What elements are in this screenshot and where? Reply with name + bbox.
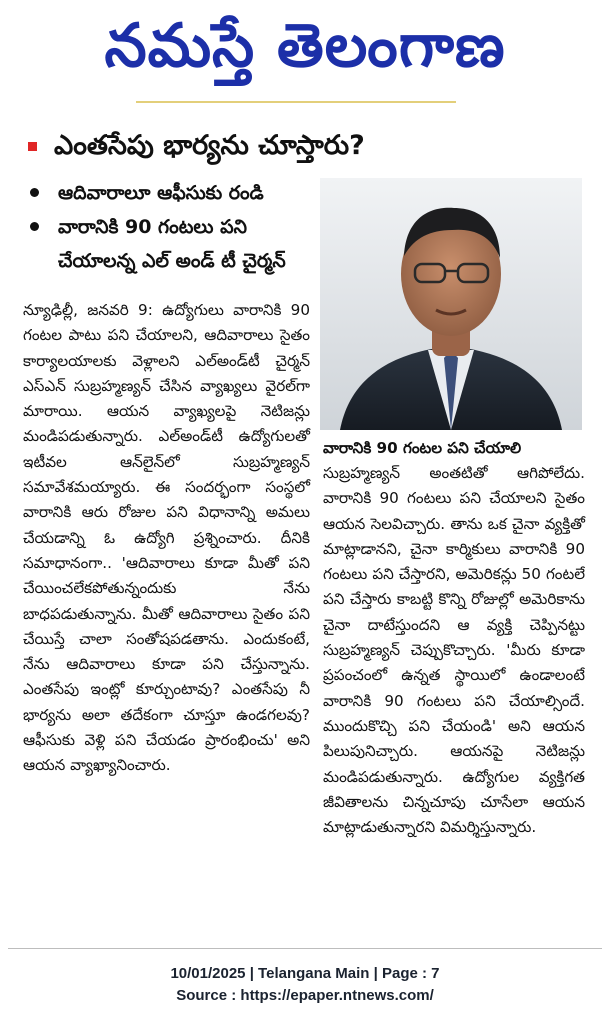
masthead-title: నమస్తే తెలంగాణ	[104, 11, 506, 81]
sub-points-list	[22, 176, 312, 278]
headline-row	[24, 124, 594, 168]
red-square-bullet-icon	[28, 142, 37, 151]
article-right-column: సుబ్రహ్మణ్యన్ అంతటితో ఆగిపోలేదు. వారానికి 90 గంటలు పని చేయాలని సైతం ఆయన సెలవిచ్చారు. తాను ఒక చైనా వ్యక్తితో మాట్లాడానని, చైనా కార్మికులు వారానికి 90 గంటలు పని చేస్తారని, అమెరికన్లు 50 గంటలే పని చేస్తారు కాబట్టి కొన్ని రోజుల్లో అమెరికాను చైనా దాటేస్తుందని ఆ వ్యక్తి చెప్పినట్టు సుబ్రహ్మణ్యన్ చెప్పుకొచ్చారు. 'మీరు కూడా ప్రపంచంలో ఉన్నత స్థాయిలో ఉండాలంటే వారానికి 90 గంటలు పని చేయాల్సిందే. ముందుకొచ్చి పని చేయండి' అని ఆయన పిలుపునిచ్చారు. ఆయనపై నెటిజన్లు మండిపడుతున్నారు. ఉద్యోగుల వ్యక్తిగత జీవితాలను చిన్నచూపు చూసేలా ఆయన మాట్లాడుతున్నారని విమర్శిస్తున్నారు.	[323, 464, 585, 837]
footer-edition-info: 10/01/2025 | Telangana Main | Page : 7	[170, 965, 440, 982]
sub-point	[22, 176, 312, 210]
chairman-portrait-photo	[320, 178, 582, 430]
headline: ఎంతసేపు భార్యను చూస్తారు?	[54, 130, 365, 161]
bullet-dot-icon	[30, 222, 39, 231]
article-left-column: న్యూఢిల్లీ, జనవరి 9: ఉద్యోగులు వారానికి 90 గంటల పాటు పని చేయాలని, ఆదివారాలు సైతం కార్యాలయాలకు వెళ్లాలని ఎల్అండ్‌టీ చైర్మన్ ఎస్ఎన్ సుబ్రహ్మణ్యన్ చేసిన వ్యాఖ్యలు వైరల్‌గా మారాయి. ఆయన వ్యాఖ్యలపై నెటిజన్లు మండిపడుతున్నారు. ఎల్అండ్‌టీ ఉద్యోగులతో ఇటీవల ఆన్‌లైన్‌లో సుబ్రహ్మణ్యన్ సమావేశమయ్యారు. ఈ సందర్భంగా సంస్థలో వారానికి ఆరు రోజుల పని విధానాన్ని అమలు చేయడాన్ని ఓ ఉద్యోగి ప్రశ్నించారు. దీనికి సమాధానంగా.. 'ఆదివారాలు కూడా మీతో పని చేయించలేకపోతున్నందుకు నేను బాధపడుతున్నాను. మీతో ఆదివారాలు సైతం పని చేయిస్తే చాలా సంతోషపడతాను. ఎందుకంటే, నేను ఆదివారాలు కూడా పని చేస్తున్నాను. ఎంతసేపు ఇంట్లో కూర్చుంటావు? ఎంతసేపు నీ భార్యను అలా తదేకంగా చూస్తూ ఉండగలవు? ఆఫీసుకు వెళ్లి పని చేయడం ప్రారంభించు' అని ఆయన వ్యాఖ్యానించారు.	[23, 301, 310, 775]
photo-caption: వారానికి 90 గంటల పని చేయాలి	[323, 439, 522, 457]
sub-point-text: వారానికి 90 గంటలు పని చేయాలన్న ఎల్ అండ్ టీ చైర్మన్	[58, 216, 286, 272]
footer	[0, 963, 610, 1007]
footer-divider	[8, 948, 602, 949]
bullet-dot-icon	[30, 188, 39, 197]
sub-point	[22, 210, 312, 278]
footer-source: Source : https://epaper.ntnews.com/	[176, 987, 434, 1004]
masthead-rule	[136, 101, 456, 103]
sub-point-text: ఆదివారాలూ ఆఫీసుకు రండి	[58, 182, 264, 204]
